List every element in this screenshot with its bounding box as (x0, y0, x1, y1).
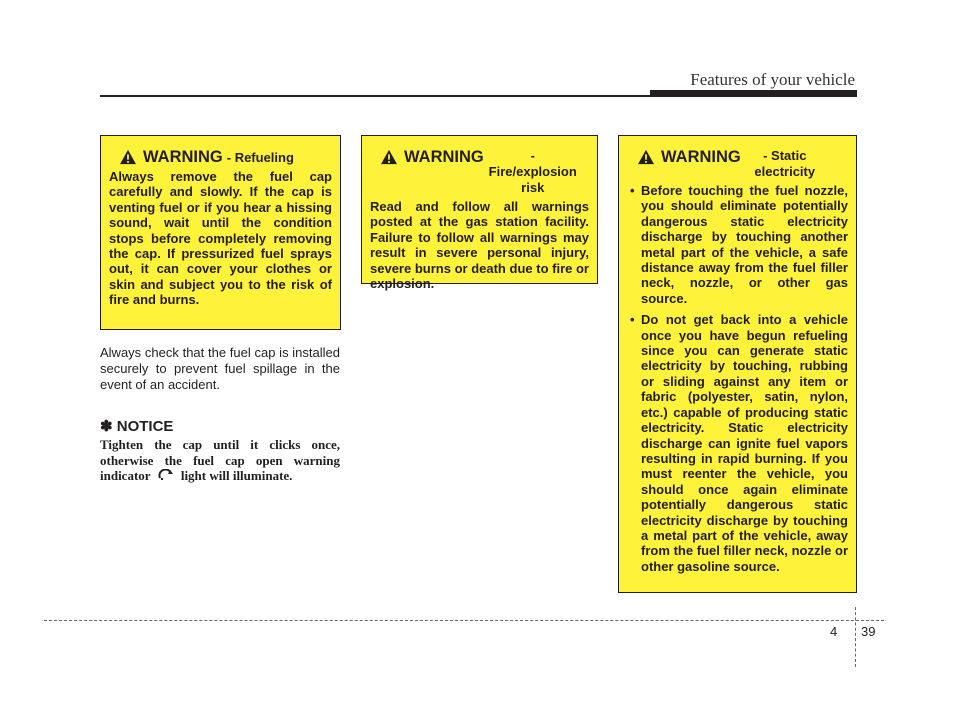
header-rule (100, 95, 857, 97)
notice-text-after: light will illuminate. (180, 468, 293, 484)
warning-triangle-icon (380, 149, 398, 165)
notice-text-before: Tighten the cap until it clicks once, otherwise the fuel cap open warning indicator (100, 437, 340, 484)
warning-triangle-icon (119, 149, 137, 165)
warning-label: WARNING (143, 148, 223, 166)
footer-vertical-divider (855, 607, 856, 667)
warning-box-refueling (100, 135, 341, 330)
page-number: 39 (861, 624, 876, 639)
warning-box-static (618, 135, 857, 593)
warning-body: Always remove the fuel cap carefully and slowly. If the cap is venting fuel or if you hear a hissing sound, wait until the condition stops before completely removing the cap. If pressurized fuel sprays out, it can cover your clothes or skin and subject you to the risk of fire and burns. (109, 169, 332, 308)
warning-label: WARNING (404, 148, 484, 166)
warning-header (370, 148, 589, 196)
fuel-cap-paragraph: Always check that the fuel cap is installed securely to prevent fuel spillage in the event of an accident. (100, 345, 340, 392)
fuel-cap-warning-icon (158, 469, 174, 481)
warning-subtitle: - Fire/explosion risk (488, 148, 577, 195)
notice-title: ✽ NOTICE (100, 418, 174, 435)
warning-triangle-icon (637, 149, 655, 165)
warning-box-fire (361, 135, 598, 292)
warning-header (627, 148, 848, 180)
warning-subtitle: - Refueling (226, 150, 294, 165)
footer-divider (44, 620, 884, 621)
notice-body (100, 437, 340, 484)
warning-list-item: • Before touching the fuel nozzle, you should eliminate potentially dangerous static electricity discharge by touching another metal part of the vehicle, a safe distance away from the fuel filler neck, nozzle, or other gas source. (627, 183, 848, 306)
page-header-title: Features of your vehicle (690, 70, 855, 89)
warning-label: WARNING (661, 148, 741, 166)
warning-header (109, 148, 332, 166)
warning-list (627, 183, 848, 574)
warning-list-item: • Do not get back into a vehicle once you have begun refueling since you can generate static electricity by touching, rubbing or sliding against any item or fabric (polyester, satin, nylon, etc.) capable of producing static electricity. Static electricity discharge can ignite fuel vapors resulting in rapid burning. If you must reenter the vehicle, you should once again eliminate potentially dangerous static electricity discharge by touching a metal part of the vehicle, away from the fuel filler neck, nozzle or other gasoline source. (627, 312, 848, 574)
chapter-number: 4 (830, 624, 838, 639)
warning-subtitle: - Static electricity (754, 148, 816, 179)
warning-body: Read and follow all warnings posted at the gas station facility. Failure to follow all warnings may result in severe personal injury, severe burns or death due to fire or explosion. (370, 199, 589, 292)
